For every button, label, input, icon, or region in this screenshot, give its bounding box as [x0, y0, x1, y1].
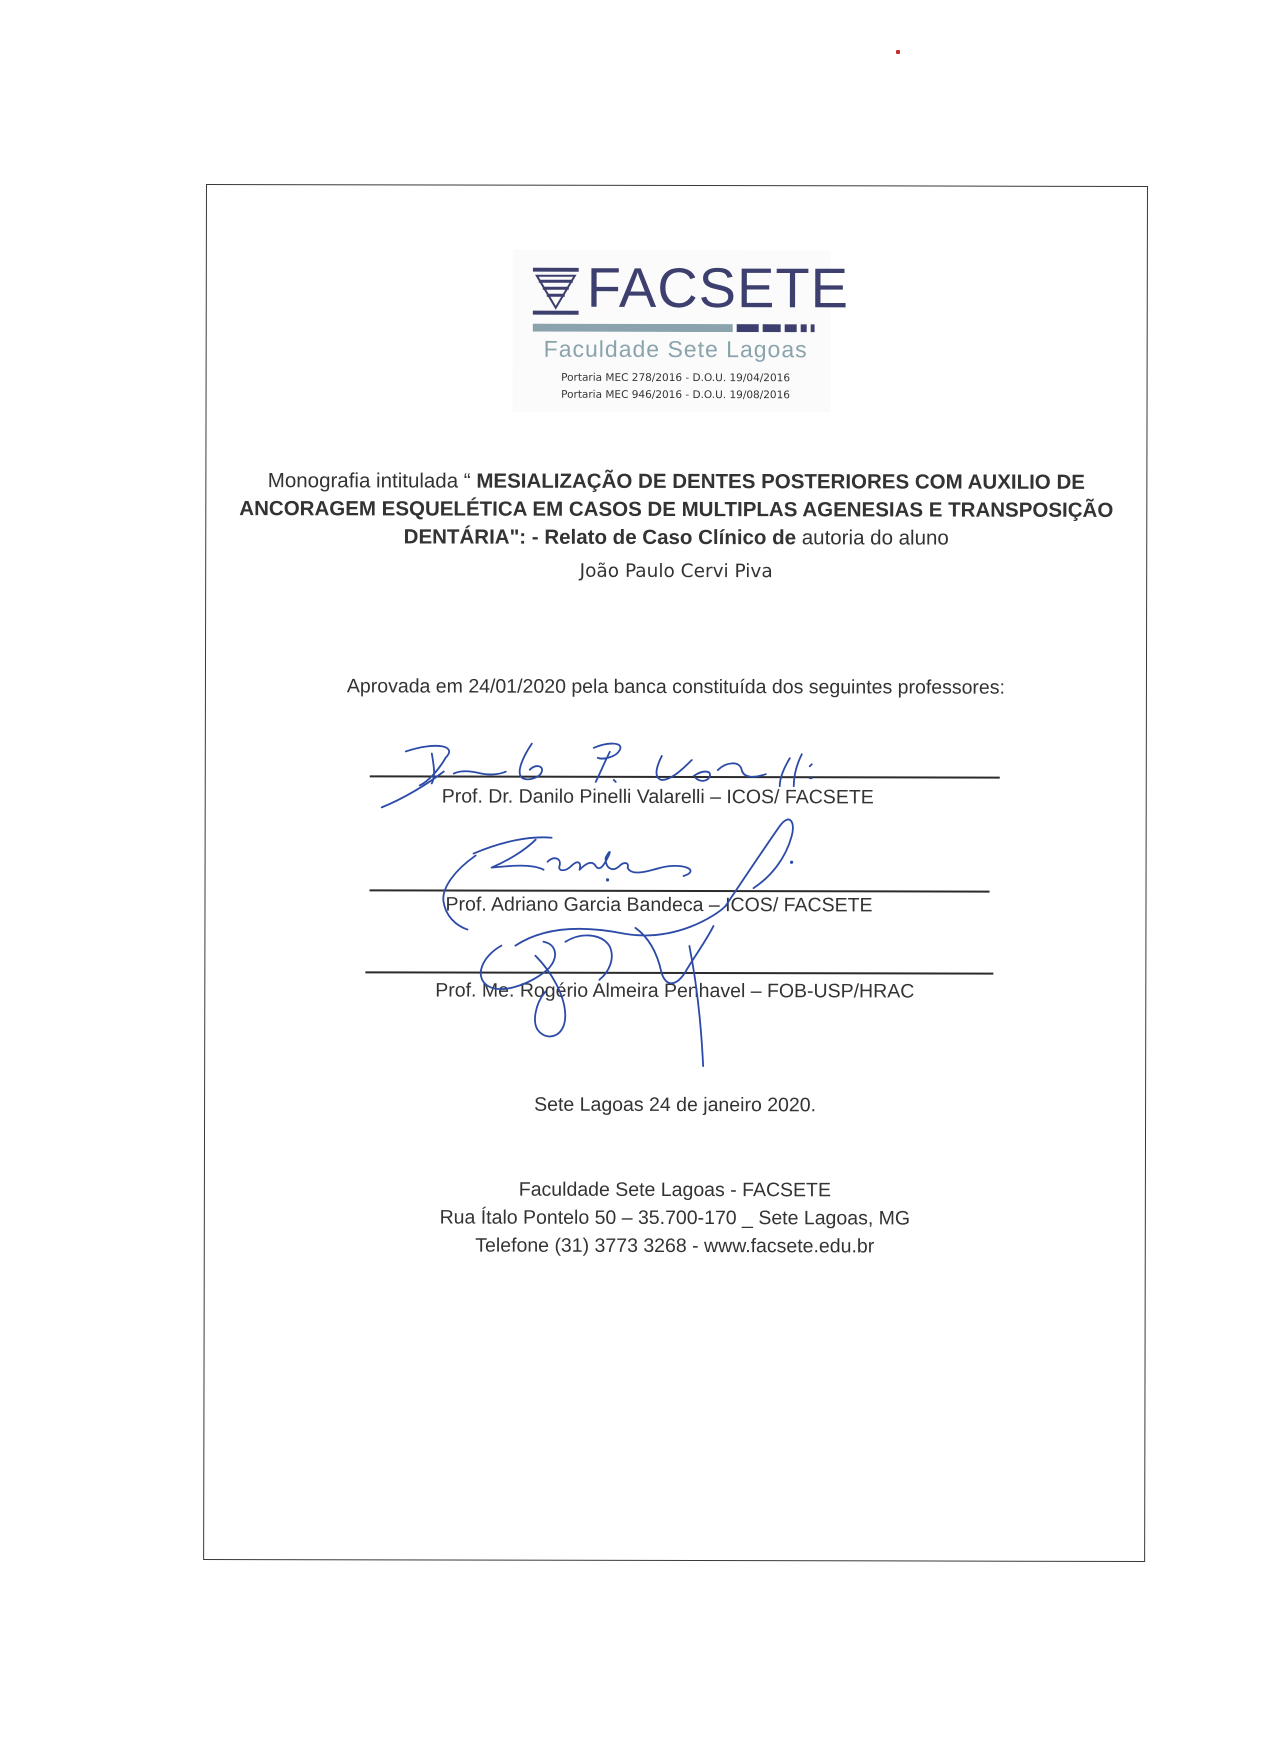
monograph-title: MESIALIZAÇÃO DE DENTES POSTERIORES COM AUXILIO DE ANCORAGEM ESQUELÉTICA EM CASOS DE MULTIPLAS AGENESIAS E TRANSPOSIÇÃO DENTÁRIA": - Relato de Caso Clínico de	[239, 469, 1114, 550]
committee-member-2: Prof. Adriano Garcia Bandeca – ICOS/ FACSETE	[445, 893, 873, 917]
facsete-logo	[513, 250, 850, 413]
signature-line-1	[370, 775, 1000, 778]
signature-2-stroke	[474, 837, 552, 870]
monograph-authorship: autoria do aluno	[796, 526, 949, 550]
signature-1-stroke	[520, 744, 542, 780]
approval-statement: Aprovada em 24/01/2020 pela banca constituída dos seguintes professores:	[346, 675, 1005, 699]
committee-member-1: Prof. Dr. Danilo Pinelli Valarelli – ICOS/ FACSETE	[441, 785, 874, 809]
signature-3-stroke	[689, 946, 703, 1066]
footer-address: Rua Ítalo Pontelo 50 – 35.700-170 _ Sete Lagoas, MG	[439, 1206, 911, 1230]
signature-dot	[790, 861, 793, 864]
logo-ordinance-2: Portaria MEC 946/2016 - D.O.U. 19/08/2016	[561, 388, 791, 402]
signature-line-3	[365, 971, 993, 974]
signature-line-2	[370, 889, 990, 892]
document-frame	[203, 184, 1148, 1562]
monograph-intro: Monografia intitulada “	[267, 469, 477, 493]
signature-2-stroke	[548, 852, 691, 876]
logo-stripe-bar	[533, 324, 815, 333]
signature-3-stroke	[635, 926, 713, 983]
signature-dot	[606, 878, 609, 881]
logo-subtitle: Faculdade Sete Lagoas	[543, 335, 808, 363]
logo-wordmark: FACSETE	[586, 255, 850, 320]
committee-member-3: Prof. Me. Rogério Almeira Penhavel – FOB-USP/HRAC	[435, 979, 915, 1003]
signature-1-stroke	[406, 746, 506, 786]
scan-speck	[896, 50, 900, 54]
place-and-date: Sete Lagoas 24 de janeiro 2020.	[534, 1093, 817, 1117]
footer-institution: Faculdade Sete Lagoas - FACSETE	[518, 1178, 831, 1202]
monograph-statement	[206, 467, 1146, 587]
logo-ordinance-1: Portaria MEC 278/2016 - D.O.U. 19/04/2016	[561, 371, 791, 385]
institution-footer	[205, 1175, 1145, 1261]
author-name: João Paulo Cervi Piva	[579, 560, 773, 583]
facsete-emblem-icon	[533, 268, 579, 316]
signature-1-stroke	[780, 754, 812, 786]
footer-contact: Telefone (31) 3773 3268 - www.facsete.edu.br	[475, 1234, 875, 1258]
